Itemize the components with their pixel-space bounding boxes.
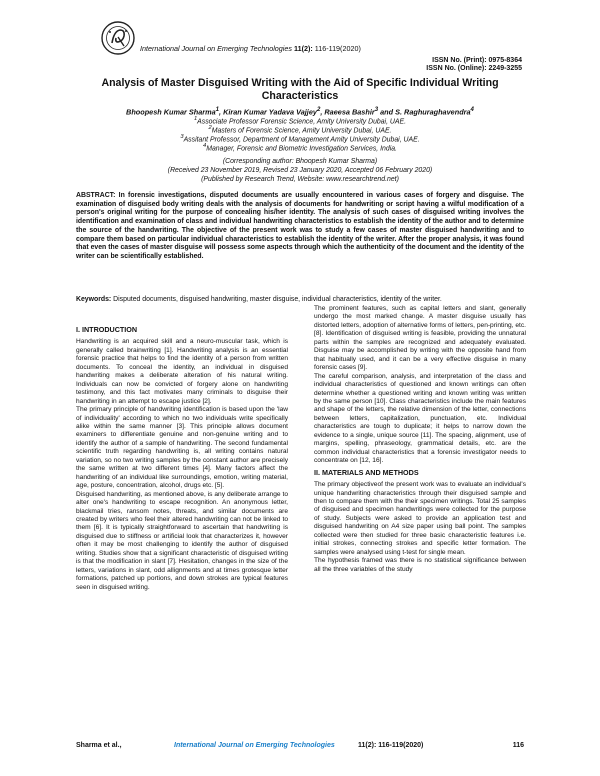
keywords-label: Keywords: — [76, 296, 112, 303]
paper-title — [60, 77, 540, 103]
methods-paragraph-2: The hypothesis framed was there is no statistical significance between all the three variables of the study — [314, 557, 526, 573]
footer-journal: International Journal on Emerging Technologies — [174, 742, 335, 749]
publisher-line: (Published by Research Trend, Website: www.researchtrend.net) — [201, 176, 399, 183]
journal-name: International Journal on Emerging Technologies — [140, 44, 292, 53]
journal-volume: 11(2): — [293, 44, 313, 53]
intro-paragraph-5: The careful comparison, analysis, and interpretation of the class and individual characteristics of questioned and known writings can often determine whether a questioned writing and known writing was written by the same person [10]. Class characteristics include the main features and shape of the letters, the relative dimension of the letter, connections between letters, capitalization, punctuation, etc. Individual characteristics are tough to duplicate; it helps to narrow down the evidence to a single, unique source [11]. The spacing, alignment, use of margins, spelling, phraseology, grammatical details, etc. are the common individual characteristics that a forensic investigator needs to concentrate on [12, 16]. — [314, 372, 526, 465]
affiliation-3-text: Assitant Professor, Department of Management Amity University Dubai, UAE. — [183, 136, 420, 144]
corresponding-author: (Corresponding author: Bhoopesh Kumar Sharma) — [222, 158, 378, 165]
affiliation-1: $^1$Associate Professor Forensic Science, Amity University Dubai, UAE. — [193, 116, 407, 126]
methods-paragraph-1: The primary objectiveof the present work was to evaluate an individual's unique handwriting characteristics through their disguised sample and then to compare them with the their specimen writings. Total 25 samples of disguised and specimen handwritings were collected for the purpose of study. Subjects were asked to provide an application test and disguised handwriting on A4 size paper using ball point. The samples collected were then studied for three basic characteristic features i.e. initial strokes, connecting strokes and specific letter formation. The samples were analysed using t-test for single mean. — [314, 481, 526, 556]
author-list: Bhoopesh Kumar Sharma$^1$, Kiran Kumar Yadava Vajjey$^2$, Raeesa Bashir$^3$ and S. Raghuraghavendra$^4$ — [126, 106, 474, 117]
title-line-1: Analysis of Master Disguised Writing with the Aid of Specific Individual Writing — [101, 77, 499, 89]
keywords — [76, 296, 524, 305]
affiliation-4-text: Manager, Forensic and Biometric Investigation Services, India. — [206, 145, 397, 153]
author-3: Raeesa Bashir — [324, 107, 375, 117]
title-line-2: Characteristics — [261, 90, 339, 102]
affiliation-1-text: Associate Professor Forensic Science, Amity University Dubai, UAE. — [197, 118, 407, 126]
intro-paragraph-2: The primary principle of handwriting identification is based upon the 'law of individuality' according to which no two individuals write specifically alike within the same manner [3]. This principle allows document examiners to differentiate genuine and non-genuine writing and to identify the author of a sample of handwriting. The second fundamental scientific truth regarding handwriting is, all writing contains natural variation, so no two writing samples by the constant author are precisely the same written at two different times [4]. Many factors affect the handwriting of an individual like surroundings, emotion, writing material, age, posture, concentration, alcohol, drugs etc. [5]. — [76, 406, 288, 490]
page-number: 116 — [512, 742, 524, 749]
author-4: S. Raghuraghavendra — [395, 107, 471, 117]
section-heading-methods: II. MATERIALS AND METHODS — [314, 467, 419, 477]
author-1: Bhoopesh Kumar Sharma — [126, 107, 216, 117]
journal-header — [140, 44, 361, 53]
received-dates: (Received 23 November 2019, Revised 23 January 2020, Accepted 06 February 2020) — [167, 167, 433, 174]
keywords-text: Disputed documents, disguised handwriting, master disguise, individual characteristics, identity of the writer. — [113, 296, 442, 303]
footer-author: Sharma et al., — [76, 742, 122, 749]
affiliation-2: $^2$Masters of Forensic Science, Amity University Dubai, UAE. — [208, 125, 392, 135]
footer-volume: 11(2): 116-119(2020) — [358, 742, 424, 749]
affiliation-2-text: Masters of Forensic Science, Amity University Dubai, UAE. — [211, 127, 392, 135]
journal-pages: 116-119(2020) — [314, 44, 361, 53]
right-column — [314, 305, 526, 574]
affiliation-3: $^3$Assitant Professor, Department of Management Amity University Dubai, UAE. — [180, 134, 420, 144]
journal-logo-icon — [100, 20, 136, 56]
affiliation-4: $^4$Manager, Forensic and Biometric Investigation Services, India. — [203, 143, 397, 153]
issn-online: ISSN No. (Online): 2249-3255 — [426, 65, 522, 72]
abstract: ABSTRACT: In forensic investigations, disputed documents are usually encountered in various cases of forgery and disguise. The examination of disguised body writing deals with the analysis of documents for handwriting or script having a wilful modification of a person's original writing for the purpose of concealing his/her identity. The analysis of such cases of disguised writing involves the identification and examination of class and individual handwriting characteristics to establish the identity of the author and to determine the source of the handwriting. The objective of the present work was to study a few cases of master disguised handwriting and to compare them based on particular individual characteristics to establish the identity of the writer. After the proper analysis, it was found that even the cases of master disguise will possess some aspects through which the authenticity of the document and the identity of the writer can be scientifically established. — [76, 192, 524, 260]
intro-paragraph-3: Disguised handwriting, as mentioned above, is any deliberate arrange to alter one's handwriting to escape recognition. An anonymous letter, blackmail tries, ransom notes, threats, and similar documents are created by writers who feel their altered handwriting can not be linked to them [6]. It is typically straightforward to ascertain that handwriting is disguised due to stiffness or artificial look that characterizes it, however often it may be most challenging to identify the author of disguised writing. Studies show that a significant characteristic of disguised writing is that the modification in slant [7]. Hesitation, changes in the size of the letters, variations in slant, odd allignments and at times grotesque letter formations, patched up portions, and down strokes are typical features seen in disguised writing. — [76, 490, 288, 591]
author-2: Kiran Kumar Yadava Vajjey — [223, 107, 317, 117]
section-heading-introduction: I. INTRODUCTION — [76, 325, 138, 334]
intro-paragraph-1: Handwriting is an acquired skill and a neuro-muscular task, which is generally called brainwriting [1]. Handwriting analysis is an essential forensic practice that helps to find the identity of a person from written documents. To conceal the identity, an individual in disguised handwriting makes a deliberate alteration of his natural writing. Individuals can now be convicted of forgery alone on handwriting testimony, and this fact motivates many criminals to disguise their handwriting in an attempt to escape justice [2]. — [76, 338, 288, 405]
intro-paragraph-4: The prominent features, such as capital letters and slant, generally undergo the most marked change. A master disguise usually has distorted letters, adoption of alternative forms of letters, pen-printing, etc. [8]. Identification of disguised writing is feasible, providing the unnatural parts within the samples are recognized and adequately evaluated. Disguise may be accomplished by writing with the opposite hand from that habitually used, and it can be a very effective disguise in many forensic cases [9]. — [314, 305, 526, 372]
issn-print: ISSN No. (Print): 0975-8364 — [432, 57, 522, 64]
left-column — [76, 323, 288, 592]
